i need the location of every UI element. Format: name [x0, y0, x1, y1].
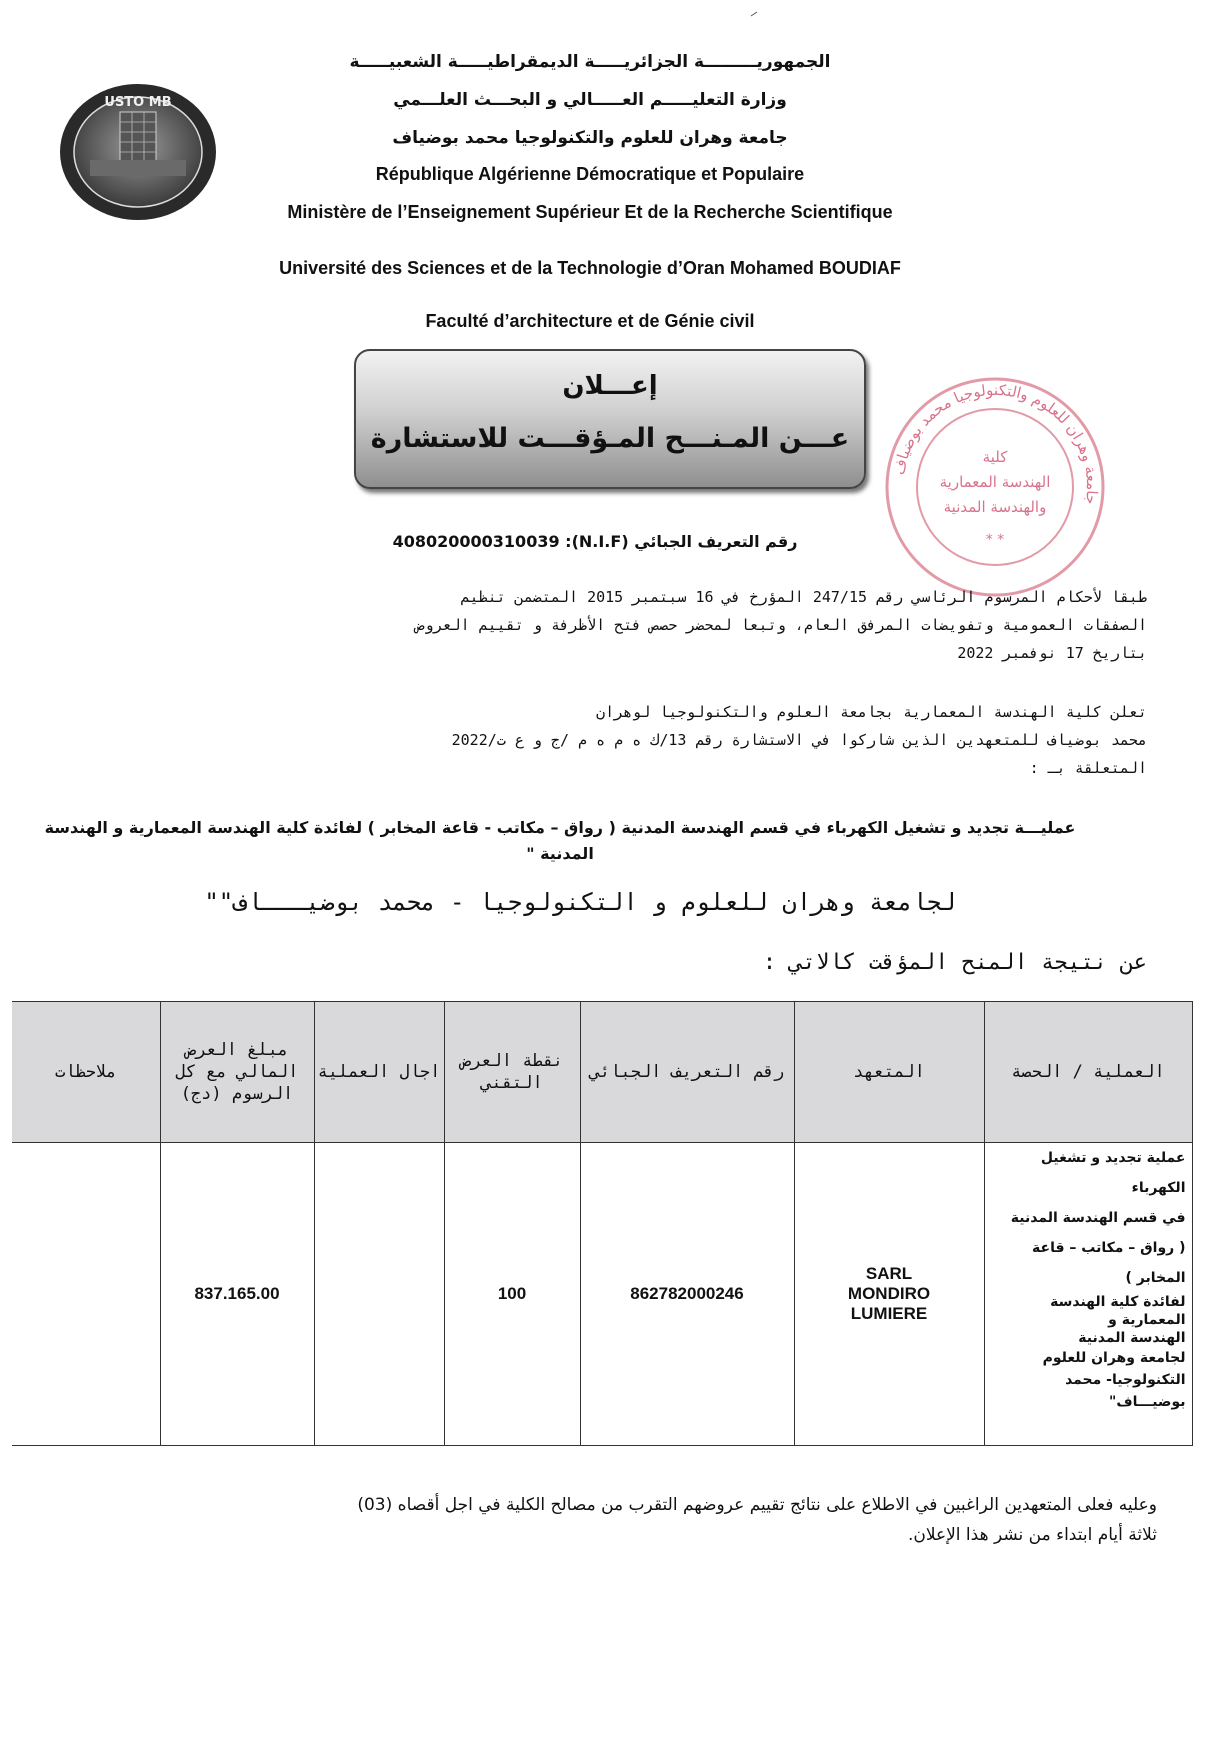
- university-line: لجامعة وهران للعلوم و التكنولوجيا - محمد بوضيـــاف"": [204, 888, 956, 916]
- lot-line: الهندسة المدنية: [1078, 1330, 1186, 1346]
- operation-title: عمليـــة تجديد و تشغيل الكهرباء في قسم الهندسة المدنية ( رواق – مكاتب - قاعة المخابر ) لفائدة كلية الهندسة المعمارية و الهندسة المدنية ": [44, 818, 1076, 863]
- announce-paragraph: [120, 698, 1147, 782]
- decree-line: بتاريخ 17 نوفمبر 2022: [957, 644, 1147, 662]
- header-ar-line2: وزارة التعليـــــم العـــــالي و البحـــث العلـــمي: [393, 90, 787, 110]
- faculty-stamp: [880, 372, 1110, 602]
- footer-line: ثلاثة أيام ابتداء من نشر هذا الإعلان.: [907, 1525, 1157, 1545]
- university-logo: [58, 82, 218, 222]
- announcement-banner: [354, 349, 866, 489]
- header-fr-line1: République Algérienne Démocratique et Populaire: [375, 164, 805, 184]
- header-notes: ملاحظات: [12, 1002, 160, 1143]
- cell-technical-score: 100: [444, 1143, 580, 1446]
- lot-line: المخابر ): [1125, 1270, 1186, 1286]
- banner-subtitle: عـــن المـنـــح المـؤقـــت للاستشارة: [370, 423, 850, 454]
- decree-line: الصفقات العمومية وتفويضات المرفق العام، وتبعا لمحضر حصص فتح الأظرفة و تقييم العروض: [415, 616, 1147, 634]
- decree-line: طبقا لأحكام المرسوم الرئاسي رقم 247/15 المؤرخ في 16 سبتمبر 2015 المتضمن تنظيم: [460, 588, 1147, 606]
- table-row: [12, 1143, 1192, 1446]
- table-header-row: [12, 1002, 1192, 1143]
- footer-note: [140, 1490, 1157, 1550]
- nif-line: رقم التعريف الجبائي (N.I.F): 408020000310039: [392, 532, 798, 551]
- cell-nif: 862782000246: [580, 1143, 794, 1446]
- lot-line: الكهرباء: [1131, 1180, 1186, 1196]
- stamp-line3: والهندسة المدنية: [943, 498, 1047, 516]
- footer-line: وعليه فعلى المتعهدين الراغبين في الاطلاع على نتائج تقييم عروضهم التقرب من مصالح الكلية في اجل أقصاه (03): [357, 1495, 1157, 1515]
- header-deadline: اجال العملية: [314, 1002, 444, 1143]
- header-ar-line3: جامعة وهران للعلوم والتكنولوجيا محمد بوضياف: [392, 128, 788, 148]
- cell-deadline: [314, 1143, 444, 1446]
- announce-line: المتعلقة بـ :: [1029, 759, 1147, 777]
- header-technical-score: نقطة العرض التقني: [444, 1002, 580, 1143]
- header-amount: مبلغ العرض المالي مع كل الرسوم (دج): [160, 1002, 314, 1143]
- decree-paragraph: [120, 583, 1147, 667]
- cell-amount: 837.165.00: [160, 1143, 314, 1446]
- banner-title: إعـــلان: [562, 371, 658, 401]
- announce-line: تعلن كلية الهندسة المعمارية بجامعة العلوم والتكنولوجيا لوهران: [596, 703, 1147, 721]
- logo-text: USTO MB: [104, 95, 172, 110]
- lot-line: لفائدة كلية الهندسة المعمارية و: [1050, 1294, 1186, 1328]
- announce-line: محمد بوضياف للمتعهدين الذين شاركوا في الاستشارة رقم 13/ك ه م ه م /ج و ع ت/2022: [451, 731, 1147, 749]
- stamp-line2: الهندسة المعمارية: [939, 473, 1051, 491]
- stamp-ring-text: جامعة وهران للعلوم والتكنولوجيا محمد بوضياف: [889, 380, 1102, 506]
- header-nif: رقم التعريف الجبائي: [580, 1002, 794, 1143]
- lot-line: في قسم الهندسة المدنية: [1010, 1210, 1186, 1226]
- header-bidder: المتعهد: [794, 1002, 984, 1143]
- header-ar-line1: الجمهوريـــــــــة الجزائريـــــة الديمقراطيـــــة الشعبيـــــة: [349, 52, 831, 72]
- lot-line: عملية تجديد و تشغيل: [1040, 1150, 1186, 1166]
- header-lot: العملية / الحصة: [984, 1002, 1192, 1143]
- lot-line: لجامعة وهران للعلوم: [1042, 1350, 1186, 1366]
- cell-notes: [12, 1143, 160, 1446]
- svg-text:* *: * *: [985, 532, 1005, 548]
- lot-line: ( رواق – مكاتب – قاعة: [1032, 1240, 1186, 1256]
- header-fr-line3: Université des Sciences et de la Technologie d’Oran Mohamed BOUDIAF: [279, 258, 901, 278]
- results-table: [12, 1001, 1193, 1446]
- header-fr-line4: Faculté d’architecture et de Génie civil: [425, 311, 755, 331]
- cell-lot: [984, 1143, 1192, 1446]
- stamp-line1: كلية: [982, 448, 1008, 466]
- lot-line: التكنولوجيا- محمد بوضيـــاف": [1065, 1372, 1186, 1410]
- pen-mark: [750, 10, 758, 18]
- header-fr-line2: Ministère de l’Enseignement Supérieur Et de la Recherche Scientifique: [287, 202, 893, 222]
- result-intro: عن نتيجة المنح المؤقت كالاتي :: [762, 950, 1147, 975]
- cell-bidder: SARL MONDIRO LUMIERE: [794, 1143, 984, 1446]
